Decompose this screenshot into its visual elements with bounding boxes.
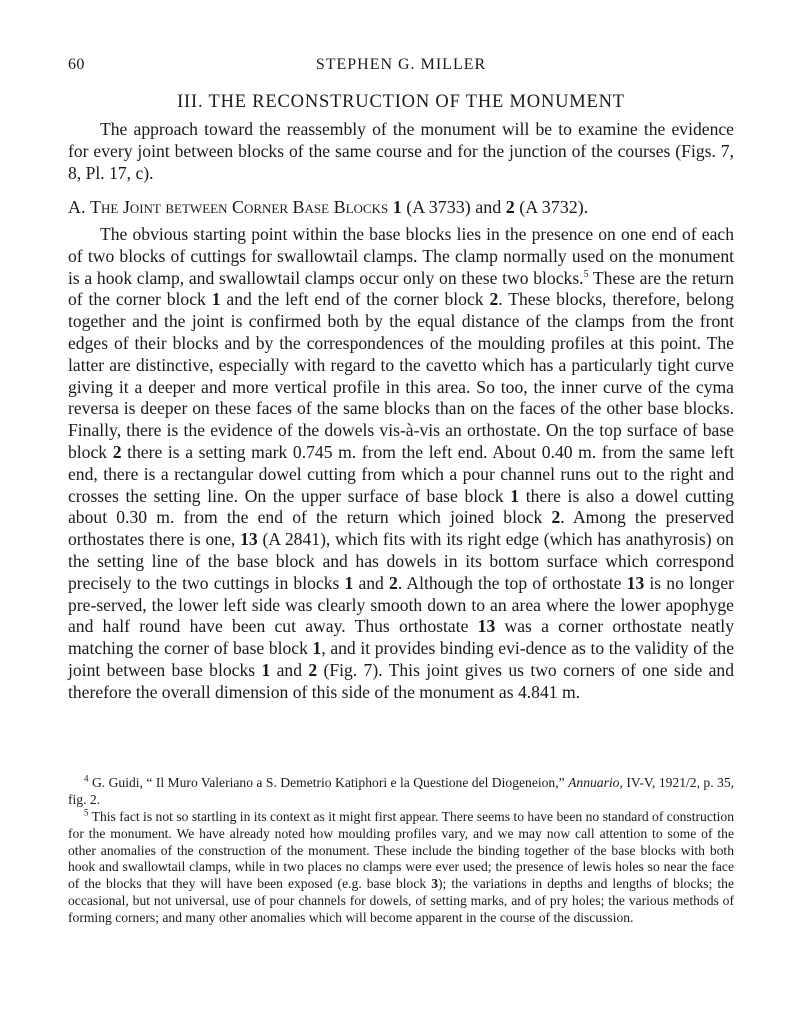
footnote-marker: 4 xyxy=(84,773,89,784)
text-run: there is also a dowel cutting about 0.30 m. from the end of the return which joined block xyxy=(68,485,734,528)
footnote-marker: 5 xyxy=(84,807,89,818)
block-number: 1 xyxy=(510,485,520,506)
text-run: and xyxy=(353,572,390,593)
block-number: 13 xyxy=(626,572,645,593)
block-number: 1 xyxy=(392,197,402,217)
block-number: 1 xyxy=(344,572,354,593)
block-number: 2 xyxy=(505,197,515,217)
block-number: 13 xyxy=(240,529,258,550)
block-number: 2 xyxy=(389,572,398,593)
conjunction: and xyxy=(475,197,502,217)
footnote-4 xyxy=(68,775,734,809)
block-number: 13 xyxy=(477,616,496,637)
footnote-text: IV-V, 1921/2, p. 35, fig. 2. xyxy=(68,775,735,807)
text-run: (A 2841), which fits with its right edge (which has anathyrosis) on the setting line of the base block and has dowels in its bottom surface which correspond precisely to the two cuttings in blocks xyxy=(68,529,734,593)
main-paragraph xyxy=(68,224,734,704)
block-number: 3 xyxy=(431,876,438,892)
journal-title: Annuario, xyxy=(568,775,623,790)
running-head-author: STEPHEN G. MILLER xyxy=(315,56,487,73)
text-run: and xyxy=(270,659,309,680)
text-run: , and it provides binding evi-dence as to the validity of the joint between base blocks xyxy=(68,638,735,680)
block-number: 1 xyxy=(211,289,221,310)
running-header xyxy=(68,56,734,78)
footnote-text: G. Guidi, “ Il Muro Valeriano a S. Demetrio Katiphori e la Questione del Diogeneion,” xyxy=(91,775,565,790)
text-run: The obvious starting point within the base blocks lies in the presence on one end of each of two blocks of cuttings for swallowtail clamps. The clamp normally used on the monument is a hook clamp, and swallowtail clamps occur only on these two blocks. xyxy=(68,224,734,288)
block-number: 1 xyxy=(312,638,322,659)
footnote-text: This fact is not so startling in its context as it might first appear. There seems to have been no standard of construction for the monument. We have already noted how moulding profiles vary, and we may now call attention to some of the other anomalies of the construction of the monument. These include the binding together of the base blocks with both hook and swallowtail clamps, while in two places no clamps were ever used; the presence of lewis holes so near the face of the blocks that they will have been exposed (e.g. base block xyxy=(68,809,734,892)
block-number: 2 xyxy=(489,289,499,310)
text-run: . These blocks, therefore, belong together and the joint is confirmed both by the equal distance of the clamps from the front edges of their blocks and by the correspondences of the moulding profiles at this point. The latter are distinctive, especially with regard to the cavetto which has a particularly tight curve giving it a deeper and more vertical profile in this area. So too, the inner curve of the cyma reversa is deeper on these faces of the same blocks than on the faces of the other base blocks. Finally, there is the evidence of the dowels vis-à-vis an orthostate. On the top surface of base block xyxy=(68,289,734,462)
footnote-5 xyxy=(68,809,734,927)
block-number: 2 xyxy=(112,441,122,462)
text-run: These are the return of the corner block xyxy=(68,267,734,310)
block-number: 2 xyxy=(308,659,318,680)
text-run: and the left end of the corner block xyxy=(220,289,490,310)
section-title: III. THE RECONSTRUCTION OF THE MONUMENT xyxy=(177,92,625,112)
inventory-ref: (A 3732). xyxy=(519,197,589,217)
block-number: 2 xyxy=(551,507,561,528)
text-run: . Although the top of orthostate xyxy=(397,572,627,593)
text-run: . Among the preserved orthostates there is one, xyxy=(68,507,734,550)
subsection-heading xyxy=(68,197,734,218)
inventory-ref: (A 3733) xyxy=(406,197,471,217)
intro-paragraph: The approach toward the reassembly of the monument will be to examine the evidence for every joint between blocks of the same course and for the junction of the courses (Figs. 7, 8, Pl. 17, c). xyxy=(68,119,734,183)
subsection-letter: A. xyxy=(68,197,86,217)
subsection-title: The Joint between Corner Base Blocks xyxy=(90,197,389,217)
text-run: was a corner orthostate neatly matching the corner of base block xyxy=(68,616,734,659)
page-number: 60 xyxy=(68,56,85,73)
footnote-text: ); the variations in depths and lengths of blocks; the occasional, but not universal, use of pour channels for dowels, of setting marks, and of pry holes; the various methods of forming corners; and many other anomalies which will become apparent in the course of the discussion. xyxy=(68,876,734,925)
text-run: there is a setting mark 0.745 m. from the left end. About 0.40 m. from the same left end, there is a rectangular dowel cutting from which a pour channel runs out to the right and crosses the setting line. On the upper surface of base block xyxy=(68,441,734,506)
text-run: is no longer pre-served, the lower left side was clearly smooth down to an area where the lower apophyge and half round have been cut away. Thus orthostate xyxy=(68,572,734,637)
footnote-ref: 5 xyxy=(583,268,589,280)
text-run: (Fig. 7). This joint gives us two corners of one side and therefore the overall dimension of this side of the monument as 4.841 m. xyxy=(68,659,735,702)
block-number: 1 xyxy=(261,659,271,680)
